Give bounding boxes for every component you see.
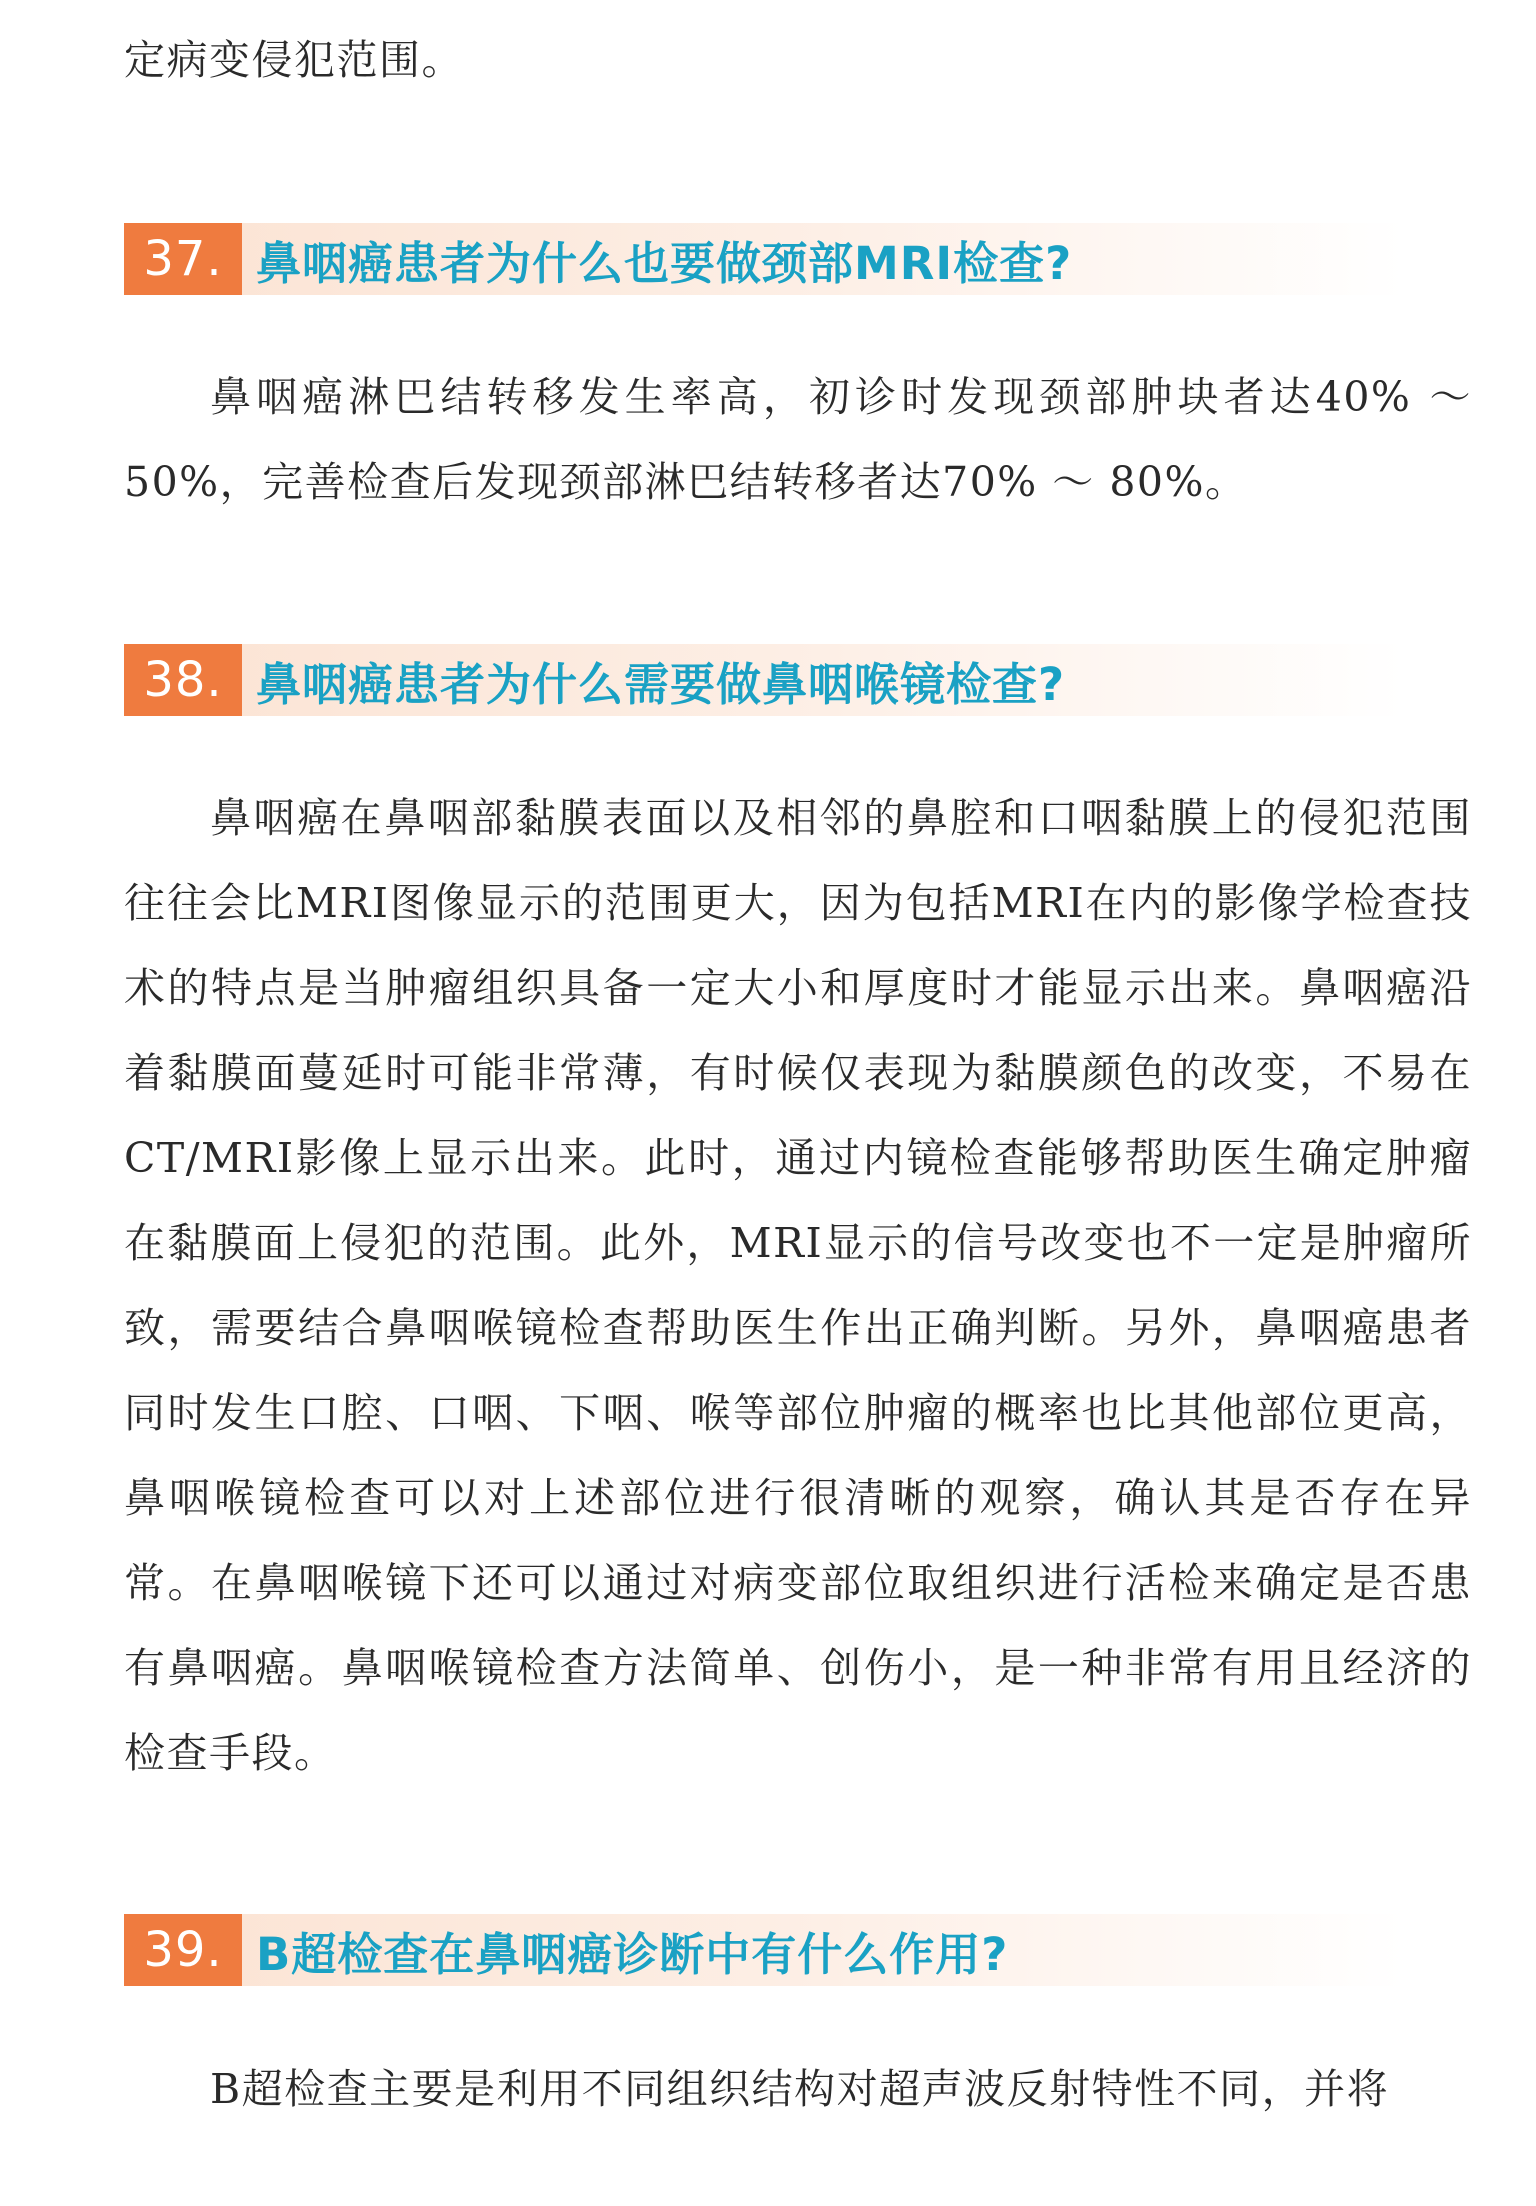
top-fragment-text: 定病变侵犯范围。 <box>124 36 464 84</box>
section-39-number: 39. <box>124 1914 242 1986</box>
section-37-paragraph: 鼻咽癌淋巴结转移发生率高，初诊时发现颈部肿块者达40% ～ 50%，完善检查后发现颈部淋巴结转移者达70% ～ 80%。 <box>124 373 1472 506</box>
section-38-number: 38. <box>124 644 242 716</box>
section-39-title: B超检查在鼻咽癌诊断中有什么作用? <box>256 1927 1009 1981</box>
section-39-paragraph: B超检查主要是利用不同组织结构对超声波反射特性不同，并将 <box>210 2065 1390 2113</box>
section-38-heading <box>124 644 1404 716</box>
section-37-heading <box>124 223 1404 295</box>
section-37-number: 37. <box>124 223 242 295</box>
section-38-paragraph: 鼻咽癌在鼻咽部黏膜表面以及相邻的鼻腔和口咽黏膜上的侵犯范围往往会比MRI图像显示的范围更大，因为包括MRI在内的影像学检查技术的特点是当肿瘤组织具备一定大小和厚度时才能显示出来。鼻咽癌沿着黏膜面蔓延时可能非常薄，有时候仅表现为黏膜颜色的改变，不易在CT/MRI影像上显示出来。此时，通过内镜检查能够帮助医生确定肿瘤在黏膜面上侵犯的范围。此外，MRI显示的信号改变也不一定是肿瘤所致，需要结合鼻咽喉镜检查帮助医生作出正确判断。另外，鼻咽癌患者同时发生口腔、口咽、下咽、喉等部位肿瘤的概率也比其他部位更高，鼻咽喉镜检查可以对上述部位进行很清晰的观察，确认其是否存在异常。在鼻咽喉镜下还可以通过对病变部位取组织进行活检来确定是否患有鼻咽癌。鼻咽喉镜检查方法简单、创伤小，是一种非常有用且经济的检查手段。 <box>124 794 1472 1777</box>
section-38-title: 鼻咽癌患者为什么需要做鼻咽喉镜检查? <box>256 657 1066 711</box>
section-39-heading <box>124 1914 1404 1986</box>
section-37-title: 鼻咽癌患者为什么也要做颈部MRI检查? <box>256 236 1073 290</box>
